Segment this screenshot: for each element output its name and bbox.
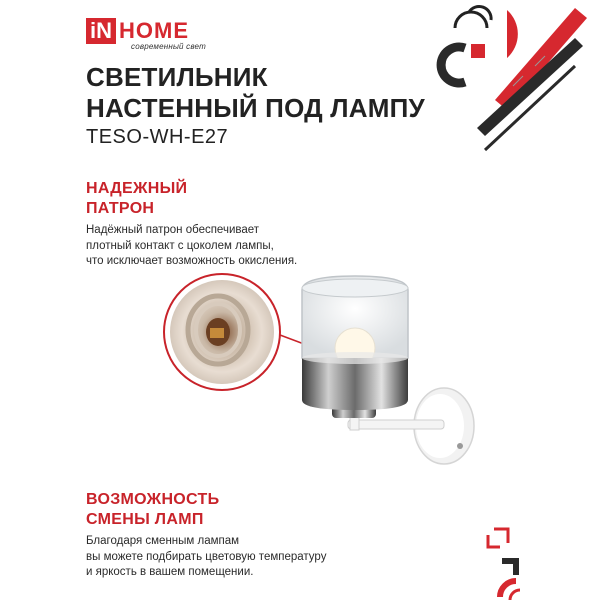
socket-closeup — [164, 274, 280, 390]
feature2-heading-line-2: СМЕНЫ ЛАМП — [86, 511, 204, 528]
feature2-heading-line-1: ВОЗМОЖНОСТЬ — [86, 491, 220, 508]
feature1-heading — [86, 179, 187, 219]
logo-in-box: iN — [86, 18, 116, 44]
feature2-text-line-3: и яркость в вашем помещении. — [86, 566, 254, 578]
logo-tagline: современный свет — [131, 42, 206, 51]
product-title — [86, 62, 425, 124]
feature1-text — [86, 223, 346, 270]
title-line-2: НАСТЕННЫЙ ПОД ЛАМПУ — [86, 93, 425, 123]
wall-lamp — [302, 276, 474, 464]
feature1-heading-line-2: ПАТРОН — [86, 200, 155, 217]
model-code: TESO-WH-E27 — [86, 126, 229, 148]
feature2-text-line-1: Благодаря сменным лампам — [86, 535, 240, 547]
feature2-heading — [86, 490, 219, 530]
feature1-text-line-3: что исключает возможность окисления. — [86, 255, 298, 267]
feature1-text-line-2: плотный контакт с цоколем лампы, — [86, 239, 274, 252]
feature2-text — [86, 534, 376, 581]
decorative-bottom-graphic — [480, 525, 600, 600]
decorative-corner-graphic — [425, 0, 600, 160]
feature2-text-line-2: вы можете подбирать цветовую температуру — [86, 550, 327, 563]
feature1-heading-line-1: НАДЕЖНЫЙ — [86, 180, 188, 197]
product-illustration — [160, 270, 480, 480]
logo-home-text: HOME — [119, 18, 189, 43]
feature1-text-line-1: Надёжный патрон обеспечивает — [86, 224, 260, 236]
title-line-1: СВЕТИЛЬНИК — [86, 62, 268, 92]
